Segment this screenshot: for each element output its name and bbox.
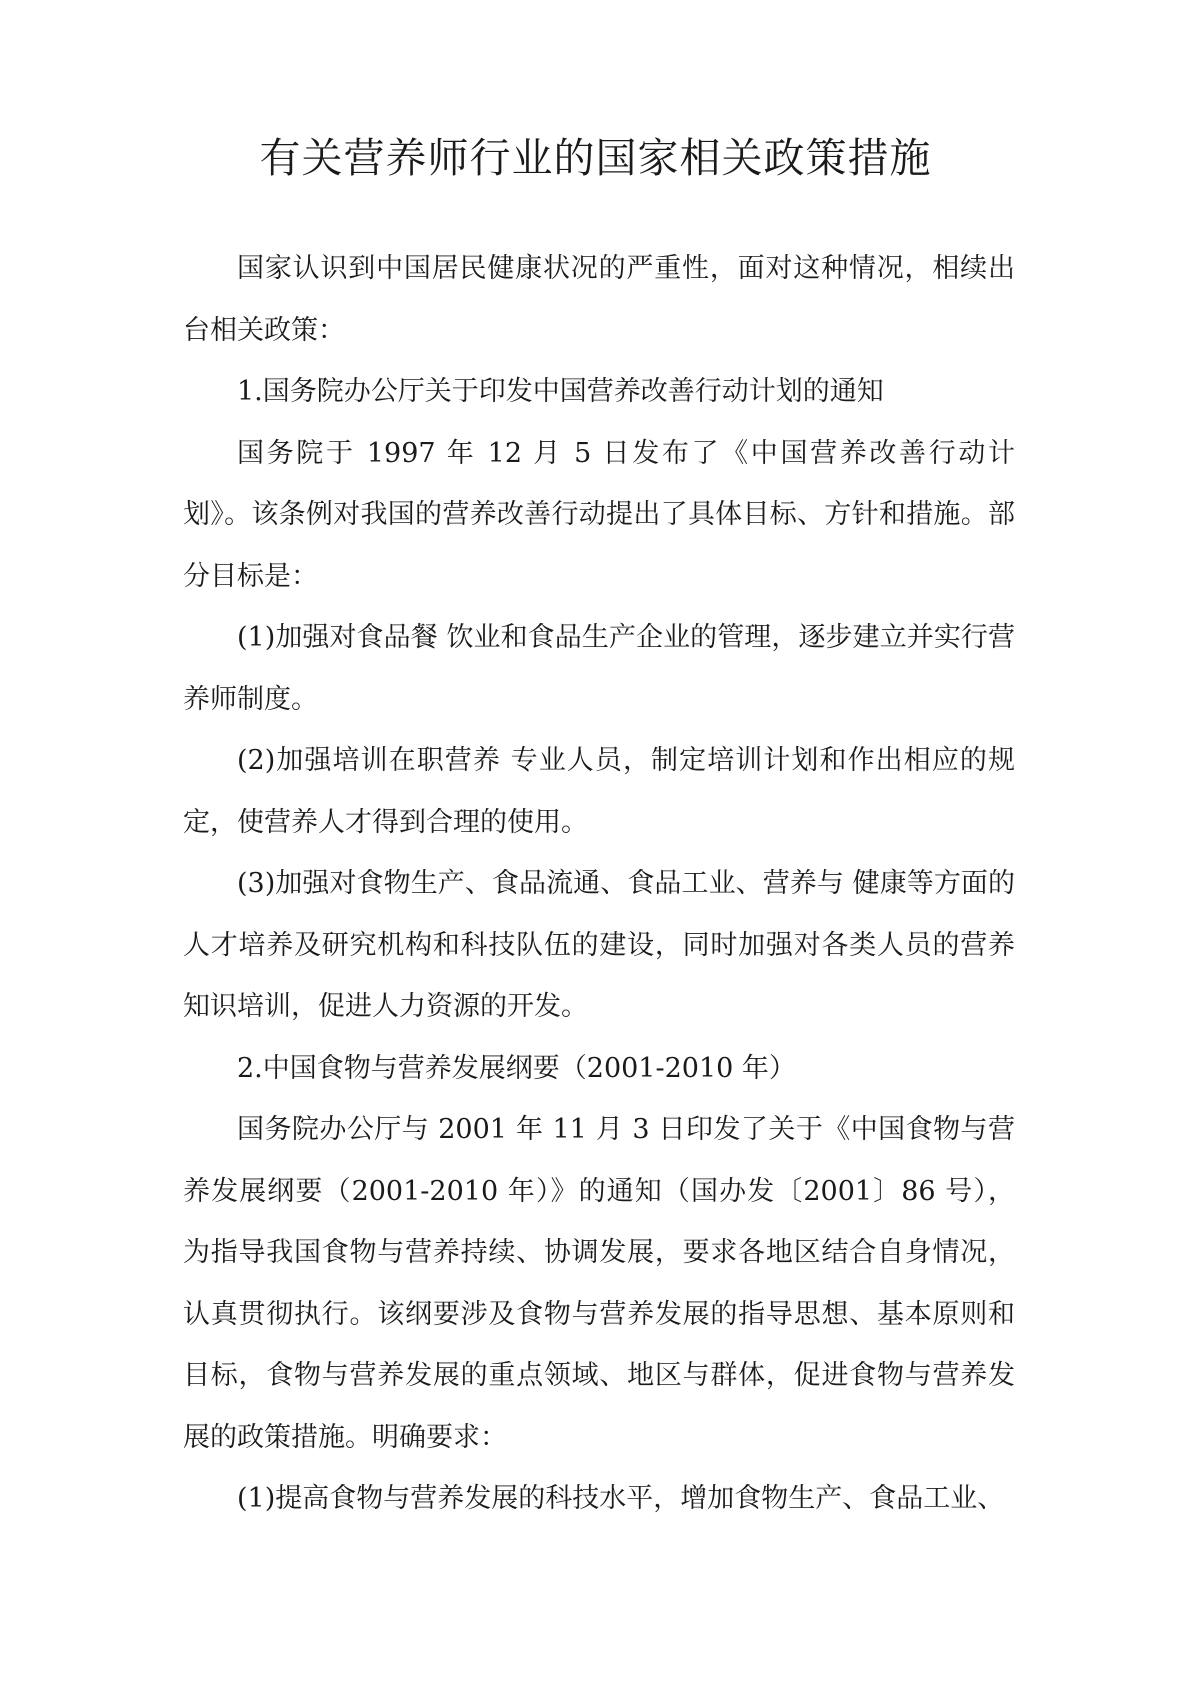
list-item-goal-1: (1)加强对食品餐 饮业和食品生产企业的管理，逐步建立并实行营养师制度。: [183, 622, 1015, 715]
list-item-goal-3: (3)加强对食物生产、食品流通、食品工业、营养与 健康等方面的人才培养及研究机构和科技队伍的建设，同时加强对各类人员的营养知识培训，促进人力资源的开发。: [183, 868, 1015, 1022]
document-title: 有关营养师行业的国家相关政策措施: [259, 134, 932, 182]
list-item-requirement-1: (1)提高食物与营养发展的科技水平，增加食物生产、食品工业、: [237, 1483, 1005, 1514]
list-item-goal-2: (2)加强培训在职营养 专业人员，制定培训计划和作出相应的规定，使营养人才得到合理的使用。: [183, 745, 1015, 838]
paragraph-plan-release: 国务院于 1997 年 12 月 5 日发布了《中国营养改善行动计划》。该条例对我国的营养改善行动提出了具体目标、方针和措施。部分目标是：: [183, 437, 1015, 592]
paragraph-intro: 国家认识到中国居民健康状况的严重性，面对这种情况，相续出台相关政策：: [183, 253, 1015, 346]
section-heading-1: 1.国务院办公厅关于印发中国营养改善行动计划的通知: [237, 376, 884, 407]
document-body: [183, 238, 1015, 1530]
section-heading-2: 2.中国食物与营养发展纲要（2001-2010 年）: [237, 1052, 796, 1084]
paragraph-outline-notice: 国务院办公厅与 2001 年 11 月 3 日印发了关于《中国食物与营养发展纲要（2001-2010 年）》的通知（国办发〔2001〕86 号），为指导我国食物与营养持续、协调发展，要求各地区结合自身情况，认真贯彻执行。该纲要涉及食物与营养发展的指导思想、基本原则和目标，食物与营养发展的重点领域、地区与群体，促进食物与营养发展的政策措施。明确要求：: [183, 1114, 1015, 1453]
